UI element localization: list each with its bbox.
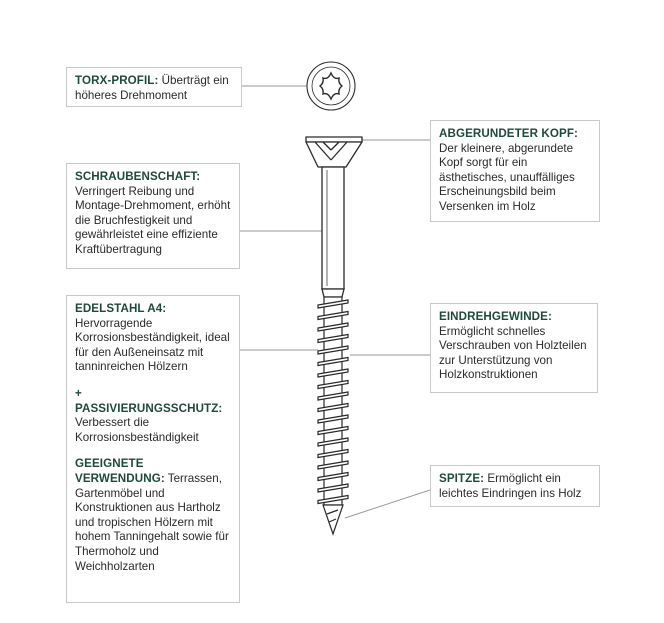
- spitze-title: SPITZE:: [439, 472, 485, 485]
- callout-gewinde: [430, 303, 598, 393]
- screw-shank: [322, 167, 344, 297]
- edelstahl-text: Hervorragende Korrosionsbeständigkeit, ideal für den Außeneinsatz mit tanninreichen Hölzern: [75, 316, 230, 374]
- callout-schaft: [66, 163, 240, 269]
- edelstahl-title: EDELSTAHL A4:: [75, 302, 167, 315]
- schaft-title: SCHRAUBENSCHAFT:: [75, 170, 201, 183]
- gewinde-text: Ermöglicht schnelles Verschrauben von Holzteilen zur Unterstützung von Holzkonstruktionen: [439, 324, 587, 382]
- kopf-title: ABGERUNDETER KOPF:: [439, 127, 578, 140]
- spitze-text: Ermöglicht ein leichtes Eindringen ins Holz: [439, 472, 582, 500]
- callout-edelstahl: [66, 295, 240, 603]
- verwendung-text: Terrassen, Gartenmöbel und Konstruktionen aus Hartholz und tropischen Hölzern mit hohem Tanningehalt sowie für Thermoholz und Weichholzarten: [75, 471, 229, 573]
- passiv-text: Verbessert die Korrosionsbeständigkeit: [75, 416, 199, 444]
- verwendung-title: GEEIGNETE VERWENDUNG:: [75, 457, 165, 485]
- torx-text: Überträgt ein höheres Drehmoment: [75, 74, 229, 102]
- torx-icon: [307, 62, 355, 110]
- schaft-text: Verringert Reibung und Montage-Drehmoment, erhöht die Bruchfestigkeit und gewährleistet eine effiziente Kraftübertragung: [75, 184, 231, 256]
- callout-spitze: [430, 465, 600, 507]
- screw-thread: [318, 297, 348, 505]
- leader-spitze: [345, 490, 430, 518]
- gewinde-title: EINDREHGEWINDE:: [439, 310, 552, 323]
- screw-tip: [323, 505, 343, 534]
- passiv-title: PASSIVIERUNGSSCHUTZ:: [75, 401, 223, 415]
- callout-torx: [66, 67, 242, 107]
- callout-kopf: [430, 120, 600, 222]
- kopf-text: Der kleinere, abgerundete Kopf sorgt für ein ästhetisches, unauffälliges Erscheinungsbild beim Versenken im Holz: [439, 141, 575, 213]
- edelstahl-plus: +: [75, 386, 82, 400]
- torx-title: TORX-PROFIL:: [75, 74, 159, 87]
- screw-head: [306, 137, 362, 167]
